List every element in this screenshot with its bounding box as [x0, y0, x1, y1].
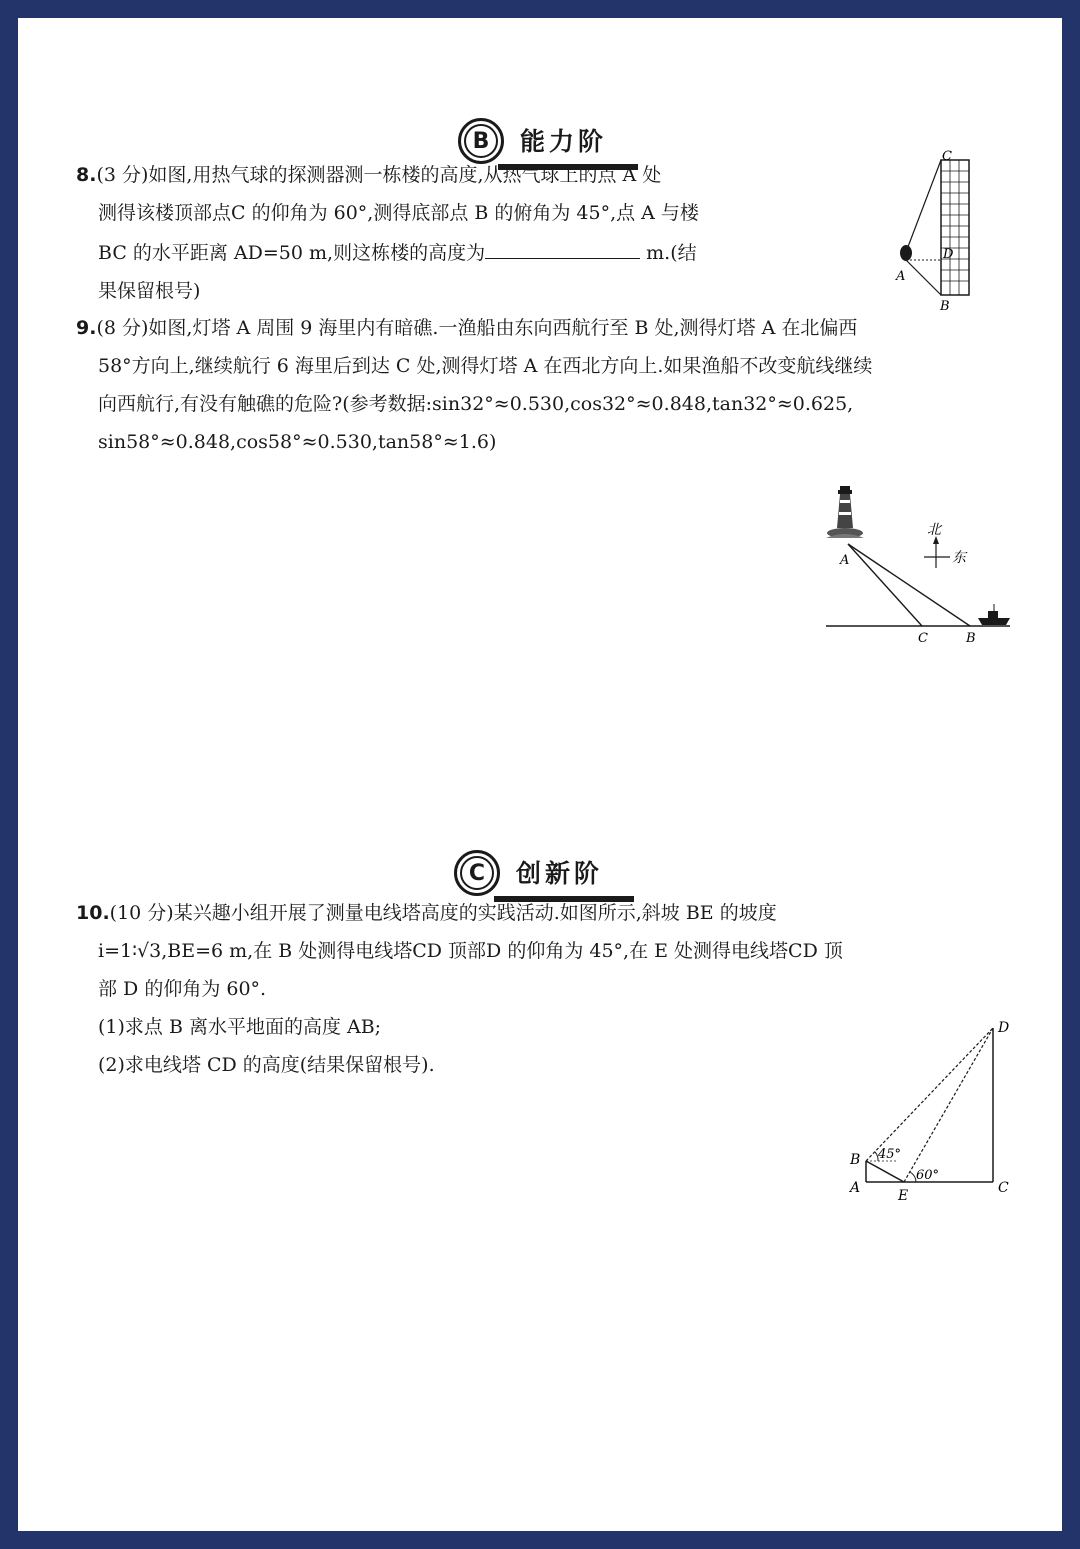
fig8-label-c: C [942, 149, 952, 164]
compass-north-label: 北 [927, 522, 941, 538]
figure-9-lighthouse [818, 478, 1018, 646]
fig9-label-c: C [918, 631, 928, 646]
compass-east-label: 东 [952, 550, 966, 566]
question-8 [76, 156, 816, 310]
section-c-badge [454, 850, 500, 896]
question-8-line3b: m.(结 [646, 242, 697, 264]
question-8-number: 8. [76, 164, 97, 186]
worksheet-page [18, 18, 1062, 1531]
compass-icon [924, 540, 950, 568]
question-8-line2: 测得该楼顶部点C 的仰角为 60°,测得底部点 B 的俯角为 45°,点 A 与楼 [98, 202, 699, 224]
line-ac [906, 160, 941, 252]
sight-ed [904, 1028, 993, 1182]
slope-be [866, 1161, 904, 1182]
fig8-label-b: B [940, 299, 950, 314]
fig9-label-a: A [840, 553, 850, 568]
question-10-line2: i=1∶√3,BE=6 m,在 B 处测得电线塔CD 顶部D 的仰角为 45°,在 E 处测得电线塔CD 顶 [98, 940, 843, 962]
answer-blank[interactable] [485, 232, 640, 259]
question-8-line4: 果保留根号) [98, 280, 201, 302]
fig8-label-a: A [896, 269, 906, 284]
question-9-line2: 58°方向上,继续航行 6 海里后到达 C 处,测得灯塔 A 在西北方向上.如果渔船不改变航线继续 [98, 355, 873, 377]
figure-10-power-tower [838, 1018, 1028, 1208]
question-9-number: 9. [76, 317, 97, 339]
question-8-line1: (3 分)如图,用热气球的探测器测一栋楼的高度,从热气球上的点 A 处 [96, 164, 662, 186]
fig10-label-c: C [998, 1180, 1009, 1196]
section-c-title: 创新阶 [516, 859, 604, 888]
fig10-angle-60: 60° [916, 1168, 940, 1183]
fig9-label-b: B [966, 631, 976, 646]
question-9-line1: (8 分)如图,灯塔 A 周围 9 海里内有暗礁.一渔船由东向西航行至 B 处,测得灯塔 A 在北偏西 [96, 317, 858, 339]
question-10-sub2: (2)求电线塔 CD 的高度(结果保留根号). [98, 1054, 435, 1076]
fishing-boat-icon [978, 604, 1010, 625]
question-10-sub1: (1)求点 B 离水平地面的高度 AB; [98, 1016, 382, 1038]
section-b-letter: B [464, 124, 498, 158]
fig10-label-a: A [850, 1180, 861, 1196]
question-10-number: 10. [76, 902, 110, 924]
building-outline [941, 160, 969, 295]
fig10-label-d: D [998, 1020, 1010, 1036]
building-grid [941, 160, 969, 295]
fig10-label-e: E [898, 1188, 909, 1204]
figure-8-balloon-building [868, 149, 1008, 314]
section-b-title: 能力阶 [520, 127, 608, 156]
hot-air-balloon [900, 245, 912, 261]
lighthouse-icon [826, 486, 864, 538]
line-ab [906, 260, 941, 295]
fig10-label-b: B [850, 1152, 861, 1168]
fig10-angle-45: 45° [878, 1147, 902, 1162]
sight-bd [866, 1028, 993, 1161]
question-10-line1: (10 分)某兴趣小组开展了测量电线塔高度的实践活动.如图所示,斜坡 BE 的坡度 [109, 902, 777, 924]
section-c-letter: C [460, 856, 494, 890]
question-10-line3: 部 D 的仰角为 60°. [98, 978, 267, 1000]
question-9-line3: 向西航行,有没有触礁的危险?(参考数据:sin32°≈0.530,cos32°≈0.848,tan32°≈0.625, [98, 393, 854, 415]
question-9 [76, 309, 1036, 461]
question-8-line3a: BC 的水平距离 AD=50 m,则这栋楼的高度为 [98, 242, 486, 264]
fig8-label-d: D [943, 247, 954, 262]
line-ac [848, 544, 922, 626]
question-9-line4: sin58°≈0.848,cos58°≈0.530,tan58°≈1.6) [98, 431, 497, 453]
